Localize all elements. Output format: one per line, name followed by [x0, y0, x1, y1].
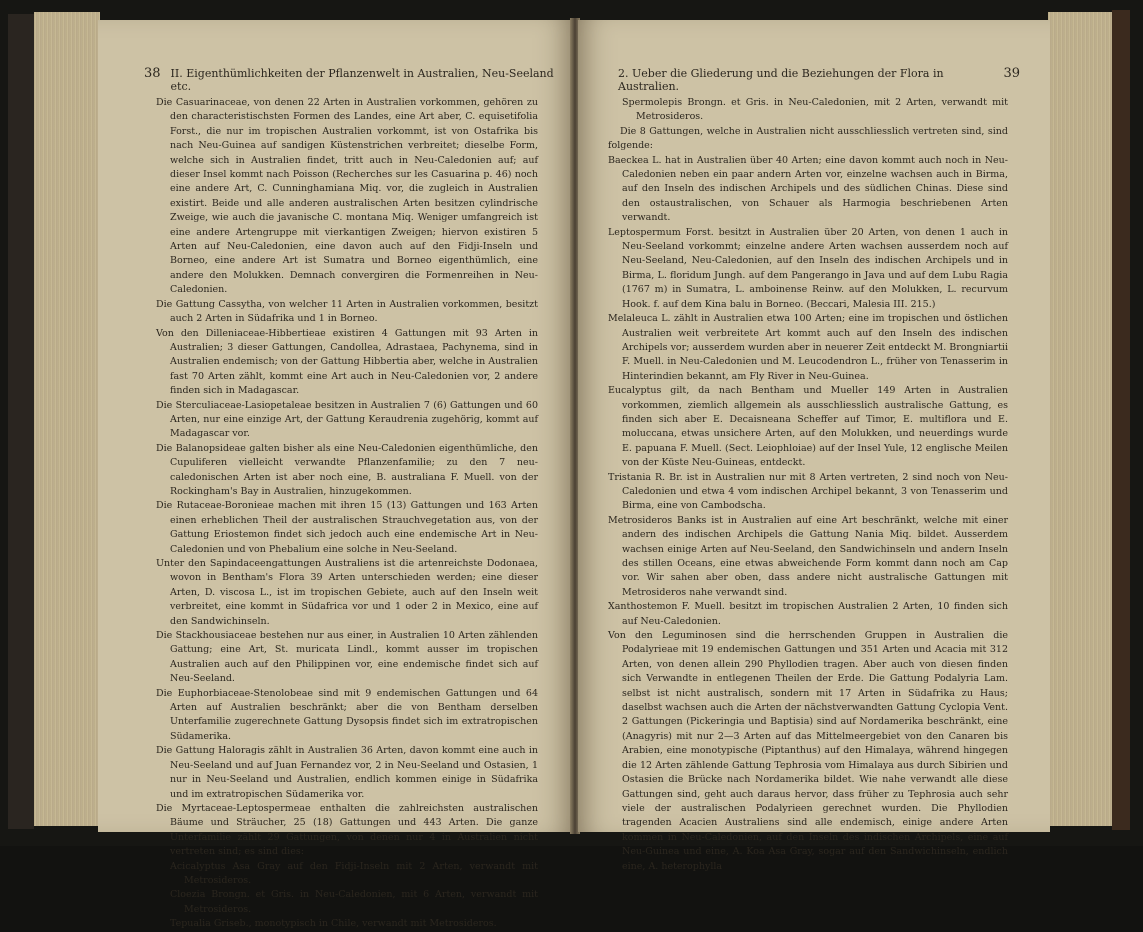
paragraph: Von den Leguminosen sind die herrschenden Gruppen in Australien die Podalyrieae mit 19 endemischen Gattungen und 351 Arten und Acacia mit 312 Arten, von denen allein 290 Phyllodien tragen. Aber auch von diesen finden sich Verwandte in entlegenen Theilen der Erde. Die Gattung Podalyria Lam. selbst ist nicht australisch, sondern mit 17 Arten in Südafrika zu Haus; daselbst wachsen auch die Arten der nächstverwandten Gattung Cyclopia Vent. 2 Gattungen (Pickeringia und Baptisia) sind auf Nordamerika beschränkt, eine (Anagyris) mit nur 2—3 Arten auf das Mittelmeergebiet von den Canaren bis Arabien, eine monotypische (Piptanthus) auf den Himalaya, während hingegen die 12 Arten zählende Gattung Tephrosia vom Himalaya aus durch Sibirien und Ostasien die Brücke nach Nordamerika bildet. Wie nahe verwandt alle diese Gattungen sind, geht auch daraus hervor, dass früher zu Tephrosia auch sehr viele der australischen Podalyrieen gerechnet wurden. Die Phyllodien tragenden Acacien Australiens sind alle endemisch, einige andere Arten kommen in Neu-Caledonien, auf den Inseln des indischen Archipels, eine auf Neu-Guinea und eine, A. Koa Asa Gray, sogar auf den Sandwichinseln, endlich eine, A. heterophylla — [608, 630, 1008, 872]
paragraph: Unter den Sapindaceengattungen Australiens ist die artenreichste Dodonaea, wovon in Bentham's Flora 39 Arten unterschieden werden; eine dieser Arten, D. viscosa L., ist im tropischen Gebiete, auch auf den Inseln weit verbreitet, eine kommt in Südafrica vor und 1 oder 2 in Mexico, eine auf den Sandwichinseln. — [156, 558, 538, 627]
indented-entry: Spermolepis Brongn. et Gris. in Neu-Caledonien, mit 2 Arten, verwandt mit Metrosideros. — [622, 97, 1008, 123]
page-number: 38 — [144, 66, 161, 81]
paragraph: Die Euphorbiaceae-Stenolobeae sind mit 9 endemischen Gattungen und 64 Arten auf Australien beschränkt; aber die von Bentham derselben Unterfamilie zugerechnete Gattung Dysopsis findet sich im extratropischen Südamerika. — [156, 687, 538, 742]
left-page-header — [144, 66, 564, 93]
paragraph: Die Balanopsideae galten bisher als eine Neu-Caledonien eigenthümliche, den Cupuliferen vielleicht verwandte Pflanzenfamilie; zu den 7 neu-caledonischen Arten ist aber noch eine, B. australiana F. Muell. von der Rockingham's Bay in Australien, hinzugekommen. — [156, 442, 538, 497]
paragraph: Tristania R. Br. ist in Australien nur mit 8 Arten vertreten, 2 sind noch von Neu-Caledonien und etwa 4 vom indischen Archipel bekannt, 3 von Tenasserim und Birma, eine von Cambodscha. — [608, 471, 1008, 512]
paragraph: Baeckea L. hat in Australien über 40 Arten; eine davon kommt auch noch in Neu-Caledonien neben ein paar andern Arten vor, einzelne wachsen auch in Birma, auf den Inseln des indischen Archipels und des südlichen Chinas. Diese sind den ostaustralischen, von Schauer als Harmogia beschriebenen Arten verwandt. — [608, 154, 1008, 224]
paragraph: Die Rutaceae-Boronieae machen mit ihren 15 (13) Gattungen und 163 Arten einen erheblichen Theil der australischen Strauchvegetation aus, von der Gattung Eriostemon findet sich jedoch auch eine endemische Art in Neu-Caledonien und von Phebalium eine solche in Neu-Seeland. — [156, 500, 538, 555]
indented-entry: Acicalyptus Asa Gray auf den Fidji-Inseln mit 2 Arten, verwandt mit Metrosideros. — [170, 860, 538, 886]
paragraph: Die Gattung Cassytha, von welcher 11 Arten in Australien vorkommen, besitzt auch 2 Arten in Südafrika und 1 in Borneo. — [156, 298, 538, 325]
left-page-body — [156, 96, 538, 932]
paragraph: Xanthostemon F. Muell. besitzt im tropischen Australien 2 Arten, 10 finden sich auf Neu-Caledonien. — [608, 601, 1008, 627]
paragraph: Die Myrtaceae-Leptospermeae enthalten die zahlreichsten australischen Bäume und Sträucher, 25 (18) Gattungen und 443 Arten. Die ganze Unterfamilie zählt 29 Gattungen, von denen nur 4 in Australien nicht vertreten sind; es sind dies: — [156, 802, 538, 858]
paragraph: Die Casuarinaceae, von denen 22 Arten in Australien vorkommen, gehören zu den characteristischsten Formen des Landes, eine Art aber, C. equisetifolia Forst., die nur im tropischen Australien vorkommt, ist von Ostafrika bis nach Neu-Guinea auf sandigen Küstenstrichen verbreitet; dieselbe Form, welche sich in Australien findet, tritt auch in Neu-Caledonien auf; auf dieser Insel kommt nach Poisson (Recherches sur les Casuarina p. 46) noch eine andere Art, C. Cunninghamiana Miq. vor, die zugleich in Australien existirt. Beide und alle anderen australischen Arten besitzen cylindrische Zweige, wie auch die javanische C. montana Miq. Weniger umfangreich ist eine andere Artengruppe mit vierkantigen Zweigen; hiervon existiren 5 Arten auf Neu-Caledonien, eine davon auch auf den Fidji-Inseln und Borneo, eine andere Art ist Sumatra und Borneo eigenthümlich, eine andere den Molukken. Demnach convergiren die Formenreihen in Neu-Caledonien. — [156, 97, 538, 296]
right-page — [578, 20, 1050, 872]
right-page-body — [608, 96, 1008, 874]
paragraph: Die Stackhousiaceae bestehen nur aus einer, in Australien 10 Arten zählenden Gattung; eine Art, St. muricata Lindl., kommt ausser im tropischen Australien auch auf den Philippinen vor, eine endemische findet sich auf Neu-Seeland. — [156, 630, 538, 685]
running-head: II. Eigenthümlichkeiten der Pflanzenwelt in Australien, Neu-Seeland etc. — [170, 67, 554, 93]
paragraph: Leptospermum Forst. besitzt in Australien über 20 Arten, von denen 1 auch in Neu-Seeland vorkommt; einzelne andere Arten wachsen ausserdem noch auf Neu-Seeland, Neu-Caledonien, auf den Inseln des indischen Archipels und in Birma, L. floridum Jungh. auf dem Pangerango in Java und auf dem Lubu Ragia (1767 m) in Sumatra, L. amboinense Reinw. auf den Molukken, L. recurvum Hook. f. auf dem Kina balu in Borneo. (Beccari, Malesia III. 215.) — [608, 226, 1008, 310]
paragraph: Melaleuca L. zählt in Australien etwa 100 Arten; eine im tropischen und östlichen Australien weit verbreitete Art kommt auch auf den Inseln des indischen Archipels vor; ausserdem wurden aber in neuerer Zeit entdeckt M. Brongniartii F. Muell. in Neu-Caledonien und M. Leucodendron L., früher von Tenasserim in Hinterindien bekannt, am Fly River in Neu-Guinea. — [608, 313, 1008, 382]
page-number: 39 — [1003, 66, 1020, 81]
page-edges-right — [1048, 12, 1112, 826]
paragraph: Die Gattung Haloragis zählt in Australien 36 Arten, davon kommt eine auch in Neu-Seeland und auf Juan Fernandez vor, 2 in Neu-Seeland und Ostasien, 1 nur in Neu-Seeland und Australien, endlich kommen einige in Südafrika und im extratropischen Südamerika vor. — [156, 745, 538, 800]
paragraph: Eucalyptus gilt, da nach Bentham und Mueller 149 Arten in Australien vorkommen, ziemlich allgemein als ausschliesslich australische Gattung, es finden sich aber E. Decaisneana Scheffer auf Timor, E. multiflora und E. moluccana, etwas unsichere Arten, auf den Molukken, und neuerdings wurde E. papuana F. Muell. (Sect. Leiophloiae) auf der Insel Yule, 12 englische Meilen von der Küste Neu-Guineas, entdeckt. — [608, 385, 1008, 469]
page-edges-left — [34, 12, 100, 826]
right-page-header — [618, 66, 1020, 93]
left-page — [98, 20, 572, 930]
paragraph: Die 8 Gattungen, welche in Australien nicht ausschliesslich vertreten sind, sind folgende: — [608, 125, 1008, 152]
indented-entry: Tepualia Griseb., monotypisch in Chile, verwandt mit Metrosideros. — [170, 918, 497, 930]
indented-entry: Cloezia Brongn. et Gris. in Neu-Caledonien, mit 6 Arten, verwandt mit Metrosideros. — [170, 889, 538, 915]
book-cover-left — [8, 14, 34, 829]
paragraph: Metrosideros Banks ist in Australien auf eine Art beschränkt, welche mit einer andern des indischen Archipels die Gattung Nania Miq. bildet. Ausserdem wachsen einige Arten auf Neu-Seeland, den Sandwichinseln und andern Inseln des stillen Oceans, eine etwas abweichende Form kommt dann noch am Cap vor. Wir sahen aber oben, dass andere nicht australische Gattungen mit Metrosideros nahe verwandt sind. — [608, 514, 1008, 598]
running-head: 2. Ueber die Gliederung und die Beziehungen der Flora in Australien. — [618, 67, 944, 93]
paragraph: Von den Dilleniaceae-Hibbertieae existiren 4 Gattungen mit 93 Arten in Australien; 3 dieser Gattungen, Candollea, Adrastaea, Pachynema, sind in Australien endemisch; von der Gattung Hibbertia aber, welche in Australien fast 70 Arten zählt, kommt eine Art auch in Neu-Caledonien vor, 2 andere finden sich in Madagascar. — [156, 327, 538, 397]
paragraph: Die Sterculiaceae-Lasiopetaleae besitzen in Australien 7 (6) Gattungen und 60 Arten, nur eine einzige Art, der Gattung Keraudrenia zugehörig, kommt auf Madagascar vor. — [156, 399, 538, 440]
book-cover-right — [1112, 10, 1130, 830]
